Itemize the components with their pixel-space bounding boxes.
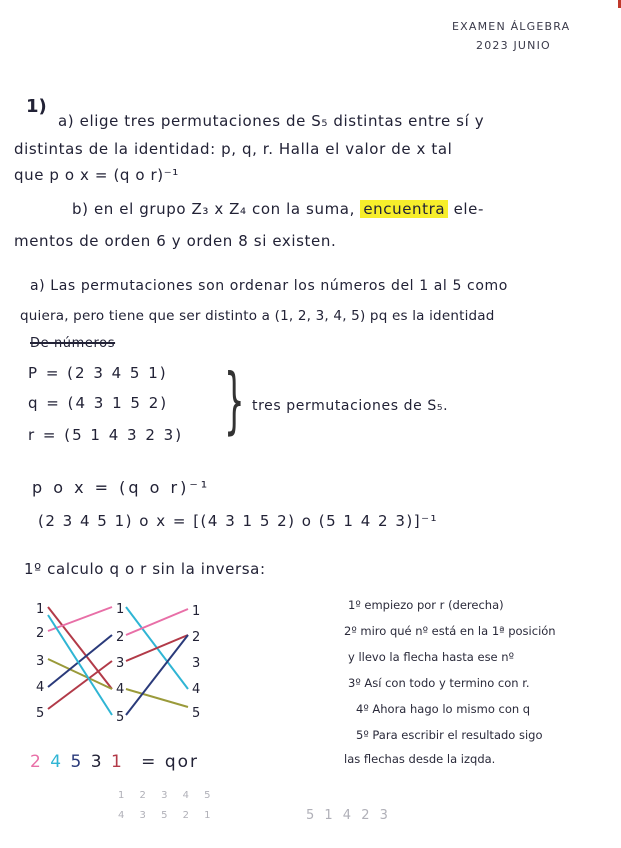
node-c3-2: 2 <box>192 630 201 645</box>
answer-a-line-1: a) Las permutaciones son ordenar los números del 1 al 5 como <box>30 278 508 294</box>
arrow-c1-cyan <box>48 615 112 715</box>
permutation-p: P = (2 3 4 5 1) <box>28 364 168 382</box>
faint-row-2: 4 3 5 2 1 <box>118 810 217 821</box>
step-5: 5º Para escribir el resultado sigo <box>356 728 543 742</box>
permutation-r: r = (5 1 4 3 2 3) <box>28 426 184 444</box>
node-c2-3: 3 <box>116 656 125 671</box>
result-digit-1: 2 <box>30 752 43 772</box>
step-heading: 1º calculo q o r sin la inversa: <box>24 560 266 578</box>
question-b-line-2: mentos de orden 6 y orden 8 si existen. <box>14 232 337 250</box>
arrow-c1-4 <box>48 635 112 687</box>
result-digit-5: 1 <box>110 752 124 772</box>
exam-header-title: EXAMEN ÁLGEBRA <box>452 20 571 33</box>
faint-side: 5 1 4 2 3 <box>306 808 391 823</box>
equation-substituted: (2 3 4 5 1) o x = [(4 3 1 5 2) o (5 1 4 2 3)]⁻¹ <box>38 512 439 530</box>
node-c2-2: 2 <box>116 630 125 645</box>
node-c2-4: 4 <box>116 682 125 697</box>
arrow-c2-2 <box>126 609 188 635</box>
question-a-line-1: a) elige tres permutaciones de S₅ distintas entre sí y <box>58 112 485 130</box>
step-3: 3º Así con todo y termino con r. <box>348 676 530 690</box>
step-2-cont: y llevo la flecha hasta ese nº <box>348 650 514 664</box>
node-c1-1: 1 <box>36 602 45 617</box>
node-c3-5: 5 <box>192 706 201 721</box>
node-c3-1: 1 <box>192 604 201 619</box>
faint-row-1: 1 2 3 4 5 <box>118 790 217 801</box>
result-label: = qor <box>141 752 200 772</box>
question-number: 1) <box>26 96 47 117</box>
step-1: 1º empiezo por r (derecha) <box>348 598 504 612</box>
step-2: 2º miro qué nº está en la 1ª posición <box>344 624 556 638</box>
node-c3-3: 3 <box>192 656 201 671</box>
exam-header-date: 2023 JUNIO <box>476 39 551 52</box>
question-b-line-1 <box>72 200 484 218</box>
node-c1-4: 4 <box>36 680 45 695</box>
highlighted-word: encuentra <box>360 200 448 218</box>
node-c2-5: 5 <box>116 710 125 725</box>
crossed-out-text: De números <box>30 336 116 351</box>
step-5-cont: las flechas desde la izqda. <box>344 752 496 766</box>
node-c1-3: 3 <box>36 654 45 669</box>
question-b-text: b) en el grupo Z₃ x Z₄ con la suma, <box>72 200 355 218</box>
permutation-q: q = (4 3 1 5 2) <box>28 394 169 412</box>
question-a-line-3: que p o x = (q o r)⁻¹ <box>14 166 179 184</box>
result-digit-2: 4 <box>50 752 64 772</box>
step-4: 4º Ahora hago lo mismo con q <box>356 702 531 716</box>
node-c1-2: 2 <box>36 626 45 641</box>
node-c1-5: 5 <box>36 706 45 721</box>
equation-main: p o x = (q o r)⁻¹ <box>32 478 211 497</box>
brace-label: tres permutaciones de S₅. <box>252 398 449 414</box>
result-digit-3: 5 <box>70 752 84 772</box>
composition-diagram <box>30 595 220 730</box>
question-a-line-2: distintas de la identidad: p, q, r. Halla el valor de x tal <box>14 140 453 158</box>
node-c3-4: 4 <box>192 682 201 697</box>
result-digit-4: 3 <box>90 752 104 772</box>
brace-symbol: } <box>224 358 245 442</box>
node-c2-1: 1 <box>116 602 125 617</box>
result-line <box>30 752 199 772</box>
question-b-text-end: ele- <box>453 200 485 218</box>
answer-a-line-2: quiera, pero tiene que ser distinto a (1, 2, 3, 4, 5) pq es la identidad <box>20 308 495 324</box>
